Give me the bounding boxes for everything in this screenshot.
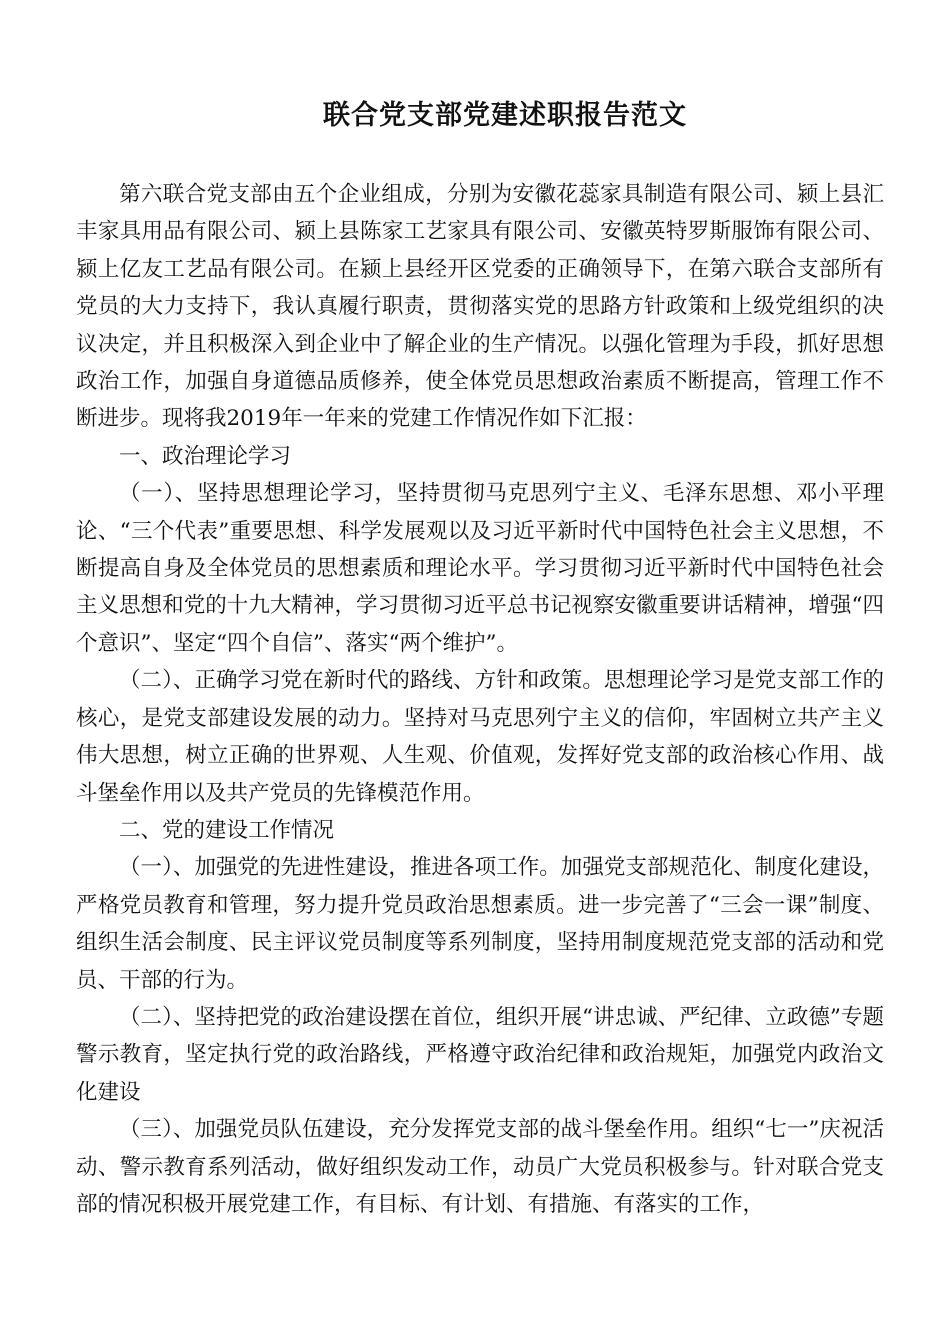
- document-body: [76, 176, 884, 1223]
- paragraph-2-1: （一）、加强党的先进性建设，推进各项工作。加强党支部规范化、制度化建设，严格党员教育和管理，努力提升党员政治思想素质。进一步完善了“三会一课”制度、组织生活会制度、民主评议党员制度等系列制度，坚持用制度规范党支部的活动和党员、干部的行为。: [76, 855, 884, 993]
- paragraph-2-2: （二）、坚持把党的政治建设摆在首位，组织开展“讲忠诚、严纪律、立政德”专题警示教育，坚定执行党的政治路线，严格遵守政治纪律和政治规矩，加强党内政治文化建设: [76, 1004, 884, 1105]
- paragraph-2-3: （三）、加强党员队伍建设，充分发挥党支部的战斗堡垒作用。组织“七一”庆祝活动、警示教育系列活动，做好组织发动工作，动员广大党员积极参与。针对联合党支部的情况积极开展党建工作，有目标、有计划、有措施、有落实的工作，: [76, 1117, 884, 1217]
- paragraph-1-1: （一）、坚持思想理论学习，坚持贯彻马克思列宁主义、毛泽东思想、邓小平理论、“三个代表”重要思想、科学发展观以及习近平新时代中国特色社会主义思想，不断提高自身及全体党员的思想素质和理论水平。学习贯彻习近平新时代中国特色社会主义思想和党的十九大精神，学习贯彻习近平总书记视察安徽重要讲话精神，增强“四个意识”、坚定“四个自信”、落实“两个维护”。: [76, 481, 884, 656]
- section-heading-1: 一、政治理论学习: [119, 443, 292, 469]
- section-heading-2: 二、党的建设工作情况: [119, 817, 335, 843]
- paragraph-1-2: （二）、正确学习党在新时代的路线、方针和政策。思想理论学习是党支部工作的核心，是党支部建设发展的动力。坚持对马克思列宁主义的信仰，牢固树立共产主义伟大思想，树立正确的世界观、人生观、价值观，发挥好党支部的政治核心作用、战斗堡垒作用以及共产党员的先锋模范作用。: [76, 668, 884, 806]
- document-title: 联合党支部党建述职报告范文: [323, 100, 687, 131]
- paragraph-intro: 第六联合党支部由五个企业组成，分别为安徽花蕊家具制造有限公司、颍上县汇丰家具用品有限公司、颍上县陈家工艺家具有限公司、安徽英特罗斯服饰有限公司、颍上亿友工艺品有限公司。在颍上县经开区党委的正确领导下，在第六联合支部所有党员的大力支持下，我认真履行职责，贯彻落实党的思路方针政策和上级党组织的决议决定，并且积极深入到企业中了解企业的生产情况。以强化管理为手段，抓好思想政治工作，加强自身道德品质修养，使全体党员思想政治素质不断提高，管理工作不断进步。现将我2019年一年来的党建工作情况作如下汇报：: [76, 182, 884, 432]
